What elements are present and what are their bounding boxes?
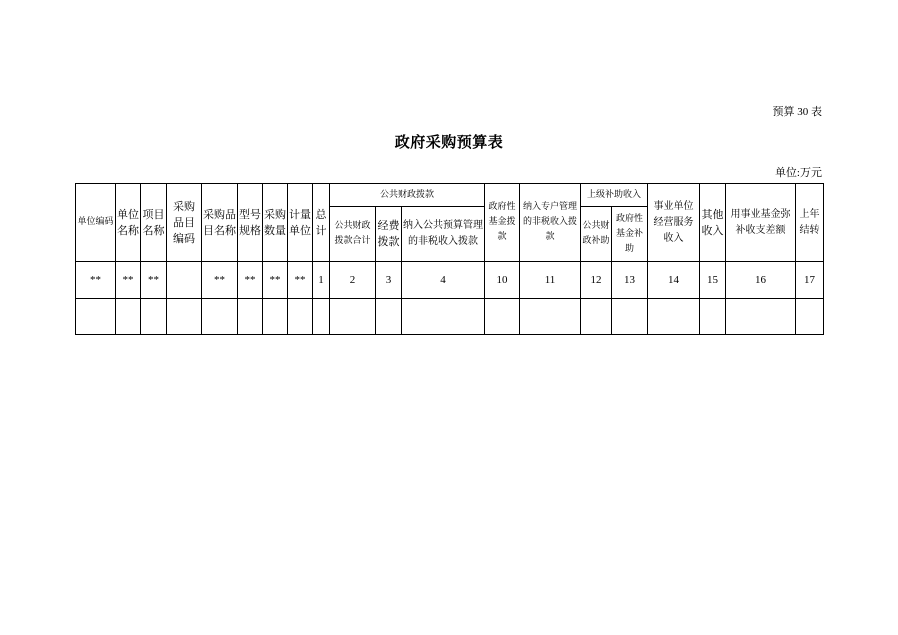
index-cell: 3 — [376, 262, 402, 299]
header-public-fiscal-group: 公共财政拨款 — [330, 184, 485, 207]
header-nontax-in-budget: 纳入公共预算管理的非税收入拨款 — [402, 207, 485, 262]
header-procurement-item-code: 采购品目编码 — [167, 184, 202, 262]
header-unit-code: 单位编码 — [76, 184, 116, 262]
index-cell: ** — [141, 262, 167, 299]
empty-cell — [612, 299, 648, 335]
empty-cell — [726, 299, 796, 335]
empty-cell — [313, 299, 330, 335]
header-gov-fund: 政府性基金拨款 — [485, 184, 520, 262]
empty-cell — [238, 299, 263, 335]
index-cell: ** — [263, 262, 288, 299]
table-row — [76, 299, 824, 335]
header-expense-allocation: 经费拨款 — [376, 207, 402, 262]
empty-cell — [402, 299, 485, 335]
empty-cell — [288, 299, 313, 335]
index-cell: ** — [238, 262, 263, 299]
index-cell: ** — [76, 262, 116, 299]
index-cell: 15 — [700, 262, 726, 299]
header-model-spec: 型号规格 — [238, 184, 263, 262]
empty-cell — [167, 299, 202, 335]
empty-cell — [76, 299, 116, 335]
index-cell: 12 — [581, 262, 612, 299]
empty-cell — [376, 299, 402, 335]
header-superior-gov-fund: 政府性基金补助 — [612, 207, 648, 262]
index-cell — [167, 262, 202, 299]
empty-cell — [520, 299, 581, 335]
page-title: 政府采购预算表 — [394, 133, 504, 151]
header-total: 总计 — [313, 184, 330, 262]
procurement-budget-table — [75, 183, 824, 335]
empty-cell — [796, 299, 824, 335]
header-other-income: 其他收入 — [700, 184, 726, 262]
empty-cell — [485, 299, 520, 335]
header-carryover: 上年结转 — [796, 184, 824, 262]
header-public-fiscal-subtotal: 公共财政拨款合计 — [330, 207, 376, 262]
index-cell: ** — [116, 262, 141, 299]
header-measure-unit: 计量单位 — [288, 184, 313, 262]
header-superior-public-fiscal: 公共财政补助 — [581, 207, 612, 262]
empty-cell — [141, 299, 167, 335]
empty-cell — [581, 299, 612, 335]
header-unit-name: 单位名称 — [116, 184, 141, 262]
index-cell: 1 — [313, 262, 330, 299]
index-cell: 2 — [330, 262, 376, 299]
header-procurement-item-name: 采购品目名称 — [202, 184, 238, 262]
index-cell: 16 — [726, 262, 796, 299]
header-item-name: 项目名称 — [141, 184, 167, 262]
index-cell: 11 — [520, 262, 581, 299]
index-cell: 10 — [485, 262, 520, 299]
index-cell: ** — [288, 262, 313, 299]
unit-note: 单位:万元 — [774, 167, 822, 179]
header-superior-subsidy-group: 上级补助收入 — [581, 184, 648, 207]
empty-cell — [700, 299, 726, 335]
index-cell: ** — [202, 262, 238, 299]
header-procurement-qty: 采购数量 — [263, 184, 288, 262]
form-number: 预算 30 表 — [772, 106, 822, 118]
index-cell: 17 — [796, 262, 824, 299]
header-nontax-special: 纳入专户管理的非税收入拨款 — [520, 184, 581, 262]
empty-cell — [263, 299, 288, 335]
index-cell: 13 — [612, 262, 648, 299]
empty-cell — [202, 299, 238, 335]
empty-cell — [648, 299, 700, 335]
empty-cell — [330, 299, 376, 335]
index-cell: 14 — [648, 262, 700, 299]
header-fund-gap: 用事业基金弥补收支差额 — [726, 184, 796, 262]
index-row — [76, 262, 824, 299]
header-business-service-income: 事业单位经营服务收入 — [648, 184, 700, 262]
empty-cell — [116, 299, 141, 335]
index-cell: 4 — [402, 262, 485, 299]
